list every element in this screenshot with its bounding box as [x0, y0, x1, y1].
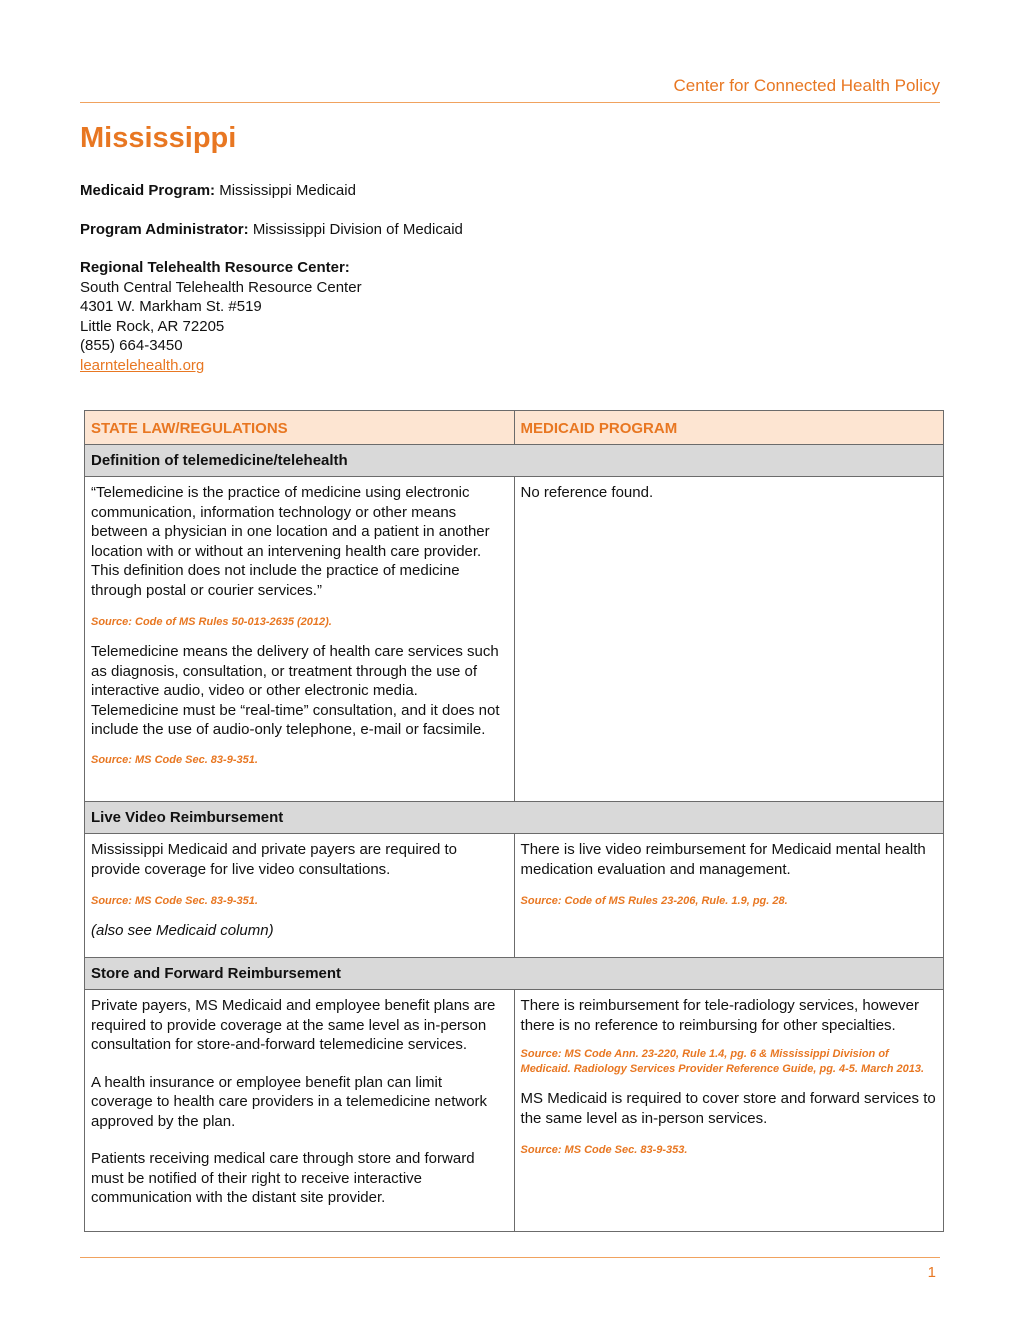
section-header-definition: Definition of telemedicine/telehealth: [85, 445, 944, 477]
page-title: Mississippi: [80, 122, 237, 154]
column-header-medicaid: MEDICAID PROGRAM: [514, 411, 943, 445]
live-video-medicaid-text: There is live video reimbursement for Medicaid mental health medication evaluation and management.: [520, 841, 926, 878]
store-forward-medicaid-cell: [514, 990, 943, 1232]
store-forward-law-text-1: Private payers, MS Medicaid and employee benefit plans are required to provide coverage at the same level as in-person consultation for store-and-forward telemedicine services.: [91, 997, 496, 1053]
definition-law-text-2: Telemedicine means the delivery of health care services such as diagnosis, consultation, or treatment through the use of interactive audio, video or other electronic media. Telemedicine must be “real-time” consultation, and it does not include the use of audio-only telephone, e-mail or facsimile.: [91, 643, 500, 738]
column-header-state-law: STATE LAW/REGULATIONS: [85, 411, 515, 445]
store-forward-medicaid-text-1: There is reimbursement for tele-radiology services, however there is no reference to reimbursing for other specialties.: [520, 997, 920, 1034]
definition-law-source-1: Source: Code of MS Rules 50-013-2635 (2012).: [91, 616, 332, 628]
medicaid-program-line: [80, 181, 356, 201]
resource-center-block: [80, 258, 362, 375]
program-administrator-line: [80, 220, 463, 240]
program-administrator-label: Program Administrator:: [80, 221, 249, 238]
definition-medicaid-cell: [514, 477, 943, 802]
resource-center-phone: (855) 664-3450: [80, 337, 183, 354]
definition-law-text-1: “Telemedicine is the practice of medicine using electronic communication, information technology or other means between a physician in one location and a patient in another location with or without an intervening health care provider. This definition does not include the practice of medicine through postal or courier services.”: [91, 484, 490, 599]
resource-center-label: Regional Telehealth Resource Center:: [80, 259, 350, 276]
medicaid-program-value: Mississippi Medicaid: [219, 182, 356, 199]
definition-medicaid-text: No reference found.: [520, 484, 654, 501]
store-forward-law-text-3: Patients receiving medical care through store and forward must be notified of their right to receive interactive communication with the distant site provider.: [91, 1150, 475, 1206]
definition-state-law-cell: [85, 477, 515, 802]
store-forward-state-law-cell: [85, 990, 515, 1232]
section-header-store-forward: Store and Forward Reimbursement: [85, 958, 944, 990]
live-video-state-law-cell: [85, 834, 515, 958]
live-video-medicaid-source: Source: Code of MS Rules 23-206, Rule. 1.9, pg. 28.: [520, 895, 788, 907]
medicaid-program-label: Medicaid Program:: [80, 182, 216, 199]
resource-center-name: South Central Telehealth Resource Center: [80, 278, 362, 296]
store-forward-medicaid-source-2: Source: MS Code Sec. 83-9-353.: [520, 1144, 688, 1156]
live-video-law-text: Mississippi Medicaid and private payers are required to provide coverage for live video consultations.: [91, 841, 458, 878]
live-video-law-source: Source: MS Code Sec. 83-9-351.: [91, 895, 258, 907]
live-video-medicaid-cell: [514, 834, 943, 958]
store-forward-medicaid-source-1: Source: MS Code Ann. 23-220, Rule 1.4, pg. 6 & Mississippi Division of Medicaid. Radiology Services Provider Reference Guide, pg. 4-5. March 2013.: [520, 1048, 925, 1075]
page-number: 1: [927, 1264, 936, 1281]
resource-center-link[interactable]: learntelehealth.org: [80, 356, 205, 374]
store-forward-law-text-2: A health insurance or employee benefit plan can limit coverage to health care providers in a telemedicine network approved by the plan.: [91, 1073, 488, 1130]
resource-center-address-line1: 4301 W. Markham St. #519: [80, 298, 262, 315]
header-divider: [80, 102, 940, 103]
program-administrator-value: Mississippi Division of Medicaid: [252, 221, 463, 238]
header-organization: Center for Connected Health Policy: [673, 76, 940, 95]
policy-table: [84, 410, 944, 1232]
store-forward-medicaid-text-2: MS Medicaid is required to cover store and forward services to the same level as in-person services.: [520, 1090, 936, 1127]
resource-center-address-line2: Little Rock, AR 72205: [80, 317, 225, 335]
live-video-law-note: (also see Medicaid column): [91, 922, 274, 939]
definition-law-source-2: Source: MS Code Sec. 83-9-351.: [91, 753, 258, 766]
section-header-live-video: Live Video Reimbursement: [85, 802, 944, 834]
footer-divider: [80, 1257, 940, 1258]
